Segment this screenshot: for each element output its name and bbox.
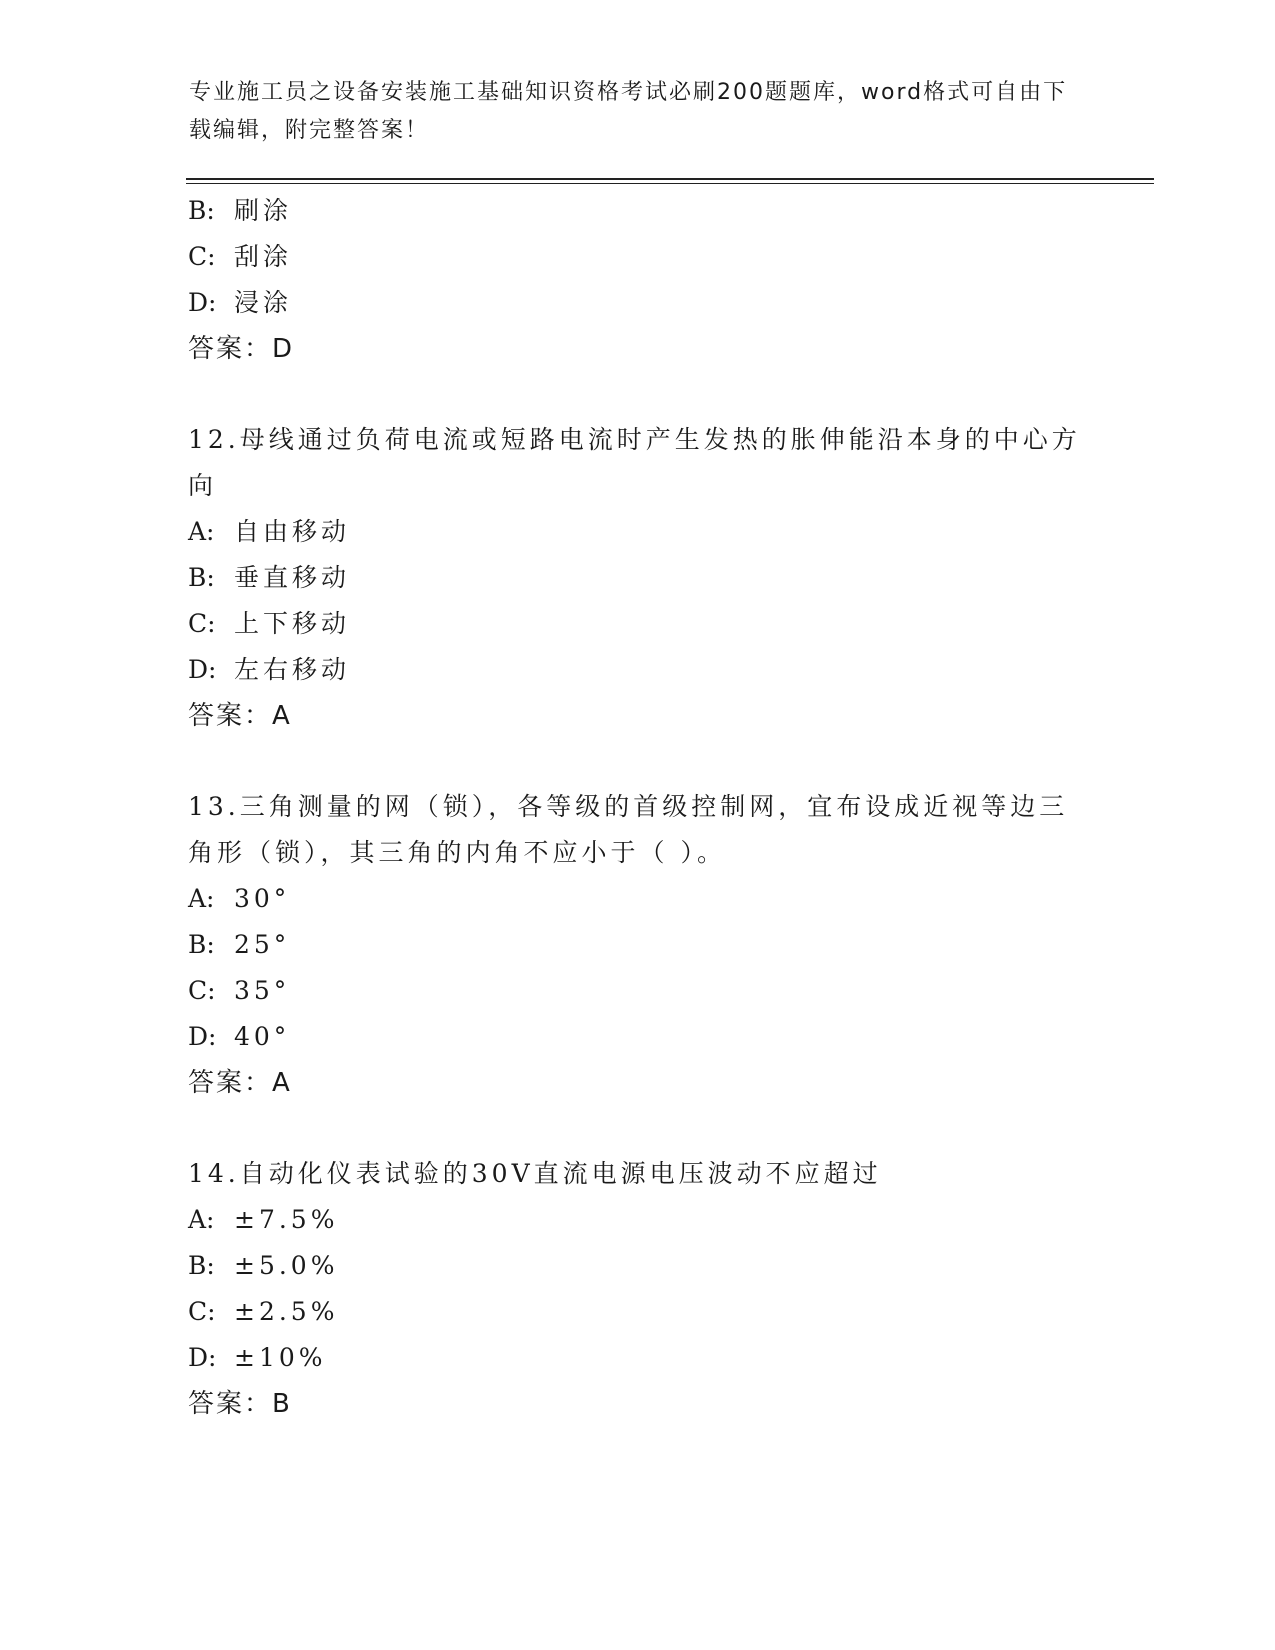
option-text: 刷涂 xyxy=(234,196,293,225)
option-text: 刮涂 xyxy=(234,242,293,271)
option-letter: D: xyxy=(188,655,217,684)
question-stem-continued: 向 xyxy=(188,471,218,500)
question-stem: 12.母线通过负荷电流或短路电流时产生发热的胀伸能沿本身的中心方 xyxy=(188,425,1081,454)
option-text: 25° xyxy=(234,930,291,959)
option-text: ±5.0% xyxy=(234,1251,339,1280)
answer-line: 答案：A xyxy=(188,1068,292,1098)
option-c xyxy=(188,601,1088,647)
question-stem: 13.三角测量的网（锁），各等级的首级控制网，宜布设成近视等边三 xyxy=(188,792,1069,821)
option-letter: B: xyxy=(188,1251,215,1280)
option-letter: A: xyxy=(188,1205,215,1234)
document-header: 专业施工员之设备安装施工基础知识资格考试必刷200题题库，word格式可自由下载编辑，附完整答案！ xyxy=(189,80,1068,143)
option-letter: B: xyxy=(188,196,215,225)
option-c xyxy=(188,968,1088,1014)
header-rule-thick xyxy=(186,178,1154,180)
option-text: ±2.5% xyxy=(234,1297,339,1326)
answer-line: 答案：A xyxy=(188,701,292,731)
option-letter: D: xyxy=(188,1343,217,1372)
option-letter: C: xyxy=(188,1297,216,1326)
answer-line: 答案：D xyxy=(188,334,295,364)
question-stem-continued: 角形（锁），其三角的内角不应小于（ ）。 xyxy=(188,838,726,867)
option-a xyxy=(188,1197,1088,1243)
question-gap xyxy=(188,739,1088,784)
option-d xyxy=(188,1335,1088,1381)
option-d xyxy=(188,280,1088,326)
option-letter: C: xyxy=(188,976,216,1005)
question-11 xyxy=(188,188,1088,372)
option-letter: D: xyxy=(188,1022,217,1051)
question-gap xyxy=(188,372,1088,417)
option-b xyxy=(188,922,1088,968)
option-text: 30° xyxy=(234,884,291,913)
question-14 xyxy=(188,1151,1088,1427)
question-gap xyxy=(188,1106,1088,1151)
option-text: ±7.5% xyxy=(234,1205,339,1234)
option-c xyxy=(188,1289,1088,1335)
option-text: 垂直移动 xyxy=(234,563,351,592)
option-letter: D: xyxy=(188,288,217,317)
option-letter: A: xyxy=(188,884,215,913)
question-list xyxy=(188,188,1088,1427)
option-d xyxy=(188,647,1088,693)
answer-line: 答案：B xyxy=(188,1389,292,1419)
header-rule-thin xyxy=(186,183,1154,184)
option-d xyxy=(188,1014,1088,1060)
option-text: ±10% xyxy=(234,1343,327,1372)
option-b xyxy=(188,1243,1088,1289)
option-b xyxy=(188,188,1088,234)
option-b xyxy=(188,555,1088,601)
question-12 xyxy=(188,417,1088,739)
option-c xyxy=(188,234,1088,280)
option-a xyxy=(188,509,1088,555)
option-text: 上下移动 xyxy=(234,609,351,638)
option-text: 自由移动 xyxy=(234,517,351,546)
option-letter: B: xyxy=(188,930,215,959)
question-13 xyxy=(188,784,1088,1106)
option-text: 左右移动 xyxy=(234,655,351,684)
option-a xyxy=(188,876,1088,922)
option-text: 浸涂 xyxy=(234,288,293,317)
option-letter: A: xyxy=(188,517,215,546)
option-text: 35° xyxy=(234,976,291,1005)
option-letter: C: xyxy=(188,242,216,271)
option-letter: B: xyxy=(188,563,215,592)
question-stem: 14.自动化仪表试验的30V直流电源电压波动不应超过 xyxy=(188,1159,882,1188)
option-letter: C: xyxy=(188,609,216,638)
option-text: 40° xyxy=(234,1022,291,1051)
